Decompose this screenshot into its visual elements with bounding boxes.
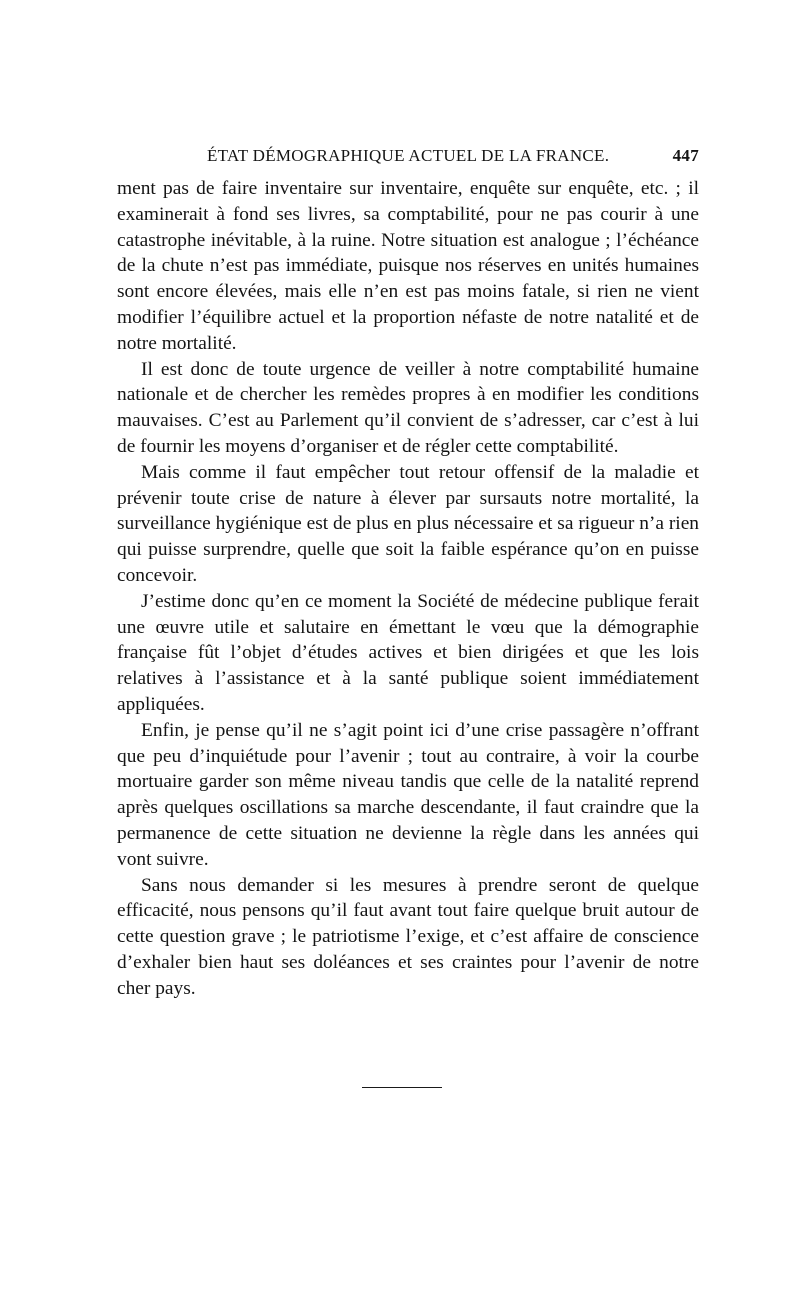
paragraph: J’estime donc qu’en ce moment la Société de médecine publique ferait une œuvre utile et salutaire en émettant le vœu que la démographie française fût l’objet d’études actives et bien dirigées et que les lois relatives à l’assistance et à la santé publique soient immédiatement appliquées. (117, 590, 699, 715)
paragraph: Mais comme il faut empêcher tout retour offensif de la maladie et prévenir toute crise de nature à élever par sursauts notre mortalité, la surveillance hygiénique est de plus en plus nécessaire et sa rigueur n’a rien qui puisse surprendre, quelle que soit la faible espérance qu’on en puisse concevoir. (117, 461, 699, 586)
paragraph-continued: ment pas de faire inventaire sur inventaire, enquête sur enquête, etc. ; il examinerait à fond ses livres, sa comptabilité, pour ne pas courir à une catastrophe inévitable, à la ruine. Notre situation est analogue ; l’échéance de la chute n’est pas immédiate, puisque nos réserves en unités humaines sont encore élevées, mais elle n’en est pas moins fatale, si rien ne vient modifier l’équilibre actuel et la proportion néfaste de notre natalité et de notre mortalité. (117, 178, 699, 354)
paragraph: Enfin, je pense qu’il ne s’agit point ici d’une crise passagère n’offrant que peu d’inquiétude pour l’avenir ; tout au contraire, à voir la courbe mortuaire garder son même niveau tandis que celle de la natalité reprend après quelques oscillations sa marche descendante, il faut craindre que la permanence de cette situation ne devienne la règle dans les années qui vont suivre. (117, 719, 699, 870)
running-header (117, 146, 699, 170)
running-title: ÉTAT DÉMOGRAPHIQUE ACTUEL DE LA FRANCE. (207, 146, 610, 165)
section-end-rule (362, 1087, 442, 1088)
body-text (117, 176, 699, 1002)
page-number: 447 (672, 146, 699, 165)
paragraph: Sans nous demander si les mesures à prendre seront de quelque efficacité, nous pensons qu’il faut avant tout faire quelque bruit autour de cette question grave ; le patriotisme l’exige, et c’est affaire de conscience d’exhaler bien haut ses doléances et ses craintes pour l’avenir de notre cher pays. (117, 874, 699, 999)
paragraph: Il est donc de toute urgence de veiller à notre comptabilité humaine nationale et de chercher les remèdes propres à en modifier les conditions mauvaises. C’est au Parlement qu’il convient de s’adresser, car c’est à lui de fournir les moyens d’organiser et de régler cette comptabilité. (117, 358, 699, 457)
